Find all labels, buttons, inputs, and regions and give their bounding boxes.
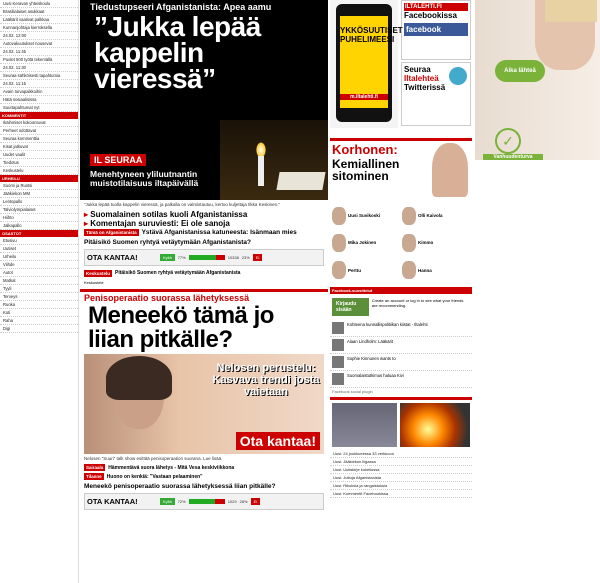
fb-feed-item[interactable] bbox=[330, 354, 472, 371]
left-news-item[interactable]: 24.02. 11:15 bbox=[0, 80, 78, 88]
story-kicker[interactable]: Penisoperaatio suorassa lähetyksessä bbox=[84, 292, 250, 303]
bottom-news-list bbox=[330, 450, 472, 498]
related-link-text: Suomalainen sotilas kuoli Afganistanissa bbox=[90, 209, 248, 219]
thumbnail bbox=[332, 373, 344, 385]
app-title: YKKÖSUUTISET PUHELIMEESI bbox=[340, 16, 388, 108]
avatar bbox=[332, 234, 346, 252]
ad-banner[interactable] bbox=[475, 0, 600, 583]
columnist-name: Hanna bbox=[418, 267, 432, 273]
columnist-item[interactable] bbox=[332, 203, 400, 228]
fb-description: Create an account or log in to see what your friends are recommending. bbox=[371, 298, 464, 308]
arrow-icon: ▸ bbox=[84, 218, 91, 228]
related-link[interactable] bbox=[80, 210, 328, 219]
story-headline[interactable]: Meneekö tämä jo liian pitkälle? bbox=[88, 301, 274, 353]
twitter-brand: Iltalehteä bbox=[404, 74, 439, 83]
related-link-text: Komentajan suruviesti: Ei ole sanoja bbox=[90, 218, 230, 228]
tag-link[interactable]: Pitäisikö Suomen ryhtyä vetäytymään Afganistanista bbox=[115, 270, 241, 276]
poll-count: 10338 bbox=[227, 254, 239, 260]
left-comment-item[interactable]: Seuraa kommenttia bbox=[0, 135, 78, 143]
poll-question: Pitäisikö Suomen ryhtyä vetäytymään Afganistanista? bbox=[84, 238, 252, 246]
tag-link[interactable]: Ystävä Afganistanissa katuneesta: Isänmaan mies bbox=[141, 228, 297, 236]
hair-icon bbox=[545, 0, 597, 22]
poll-widget bbox=[84, 493, 324, 510]
bottom-news-item[interactable]: Uusi: Kommentit Facebookissa bbox=[330, 490, 472, 498]
left-sports-item[interactable]: Jalkapallo bbox=[0, 222, 78, 230]
fb-feed bbox=[330, 320, 472, 388]
fb-login-button[interactable]: Kirjaudu sisään bbox=[332, 298, 369, 316]
poll-count: 1029 bbox=[227, 499, 237, 504]
twitter-title: Seuraa bbox=[404, 65, 431, 74]
left-news-item[interactable]: 24.02. 12:00 bbox=[0, 32, 78, 40]
fb-brand: ILTALEHTI.FI bbox=[404, 3, 468, 11]
lead-headline[interactable]: ”Jukka lepää kappelin vieressä” bbox=[94, 11, 261, 94]
avatar bbox=[332, 207, 346, 225]
left-news-item[interactable]: Hätä sosiaalisissa bbox=[0, 96, 78, 104]
tag-row[interactable] bbox=[80, 472, 328, 481]
columnist-name: Kimmo bbox=[418, 240, 434, 246]
poll-no-button[interactable]: Ei bbox=[253, 254, 263, 261]
poll-no-button[interactable]: Ei bbox=[251, 498, 261, 505]
left-news-item[interactable]: 24.02. 11:45 bbox=[0, 48, 78, 56]
poll-bar bbox=[189, 255, 225, 260]
left-section-link[interactable]: Matkat bbox=[0, 277, 78, 285]
columnist-item[interactable] bbox=[402, 203, 470, 228]
mobile-promo[interactable] bbox=[330, 0, 403, 128]
twitter-promo[interactable] bbox=[401, 62, 471, 126]
columnist-name: Perttu bbox=[348, 267, 362, 273]
follow-text[interactable]: Menehtyneen yliluutnantin muistotilaisuus iltapäivällä bbox=[90, 169, 199, 188]
columnist-name: Olli Kaivola bbox=[418, 213, 443, 219]
left-section-link[interactable]: Autot bbox=[0, 269, 78, 277]
promo-title: Nelosen perustelu: Kasvava trendi josta vaietaan bbox=[212, 361, 320, 398]
poll-yes-percent: 77% bbox=[177, 254, 186, 260]
tag-row[interactable] bbox=[80, 267, 328, 280]
thumbnail bbox=[332, 356, 344, 368]
left-section-link[interactable]: Uutiset bbox=[0, 245, 78, 253]
left-comments-list bbox=[0, 119, 78, 175]
poll-widget bbox=[84, 249, 324, 266]
promo-caption: Nelosen ”Suuri” talk show esittää penisoperaation suorana. Lue lisää. bbox=[84, 455, 223, 461]
bottom-news-item[interactable]: Uusi: Rikoksia ja rangaistuksia bbox=[330, 482, 472, 490]
left-sports-item[interactable]: Suomi ja Ruotsi bbox=[0, 182, 78, 190]
tag-label: Tilanne bbox=[86, 474, 102, 479]
left-comment-item[interactable]: Kisat jatkuvat bbox=[0, 143, 78, 151]
promo-cta-button[interactable]: Ota kantaa! bbox=[236, 432, 320, 450]
arrow-icon: ▸ bbox=[84, 209, 91, 219]
lead-kicker[interactable]: Tiedustupseeri Afganistanista: Apea aamu bbox=[90, 2, 272, 12]
left-sports-item[interactable]: Talviolympialaiset bbox=[0, 206, 78, 214]
news-photo[interactable] bbox=[332, 403, 397, 447]
columnist-item[interactable] bbox=[332, 258, 400, 283]
follow-box[interactable] bbox=[90, 150, 218, 188]
promo-photo[interactable] bbox=[84, 354, 324, 454]
left-comment-item[interactable]: Keskustelu bbox=[0, 167, 78, 175]
columnist-name: Mika Jokinen bbox=[348, 240, 377, 246]
poll-yes-percent: 72% bbox=[177, 499, 186, 504]
ad-cta-button[interactable]: Aika lähteä bbox=[495, 60, 545, 82]
columnist-photo bbox=[432, 143, 468, 197]
check-icon: ✓ bbox=[495, 128, 521, 154]
left-section-link[interactable]: Raha bbox=[0, 317, 78, 325]
promo-row bbox=[330, 0, 472, 128]
fb-feed-item[interactable] bbox=[330, 337, 472, 354]
left-section-link[interactable]: Viihde bbox=[0, 261, 78, 269]
fb-feed-text: Suomalaistutkimus haluaa Kivi bbox=[347, 373, 404, 378]
left-section-link[interactable]: Etusivu bbox=[0, 237, 78, 245]
poll-no-percent: 23% bbox=[241, 254, 250, 260]
columnist-item[interactable] bbox=[402, 230, 470, 255]
column-promo[interactable] bbox=[330, 141, 472, 199]
left-news-list bbox=[0, 0, 78, 112]
left-section-link[interactable]: Tyyli bbox=[0, 285, 78, 293]
left-comment-item[interactable]: Uudet vaalit bbox=[0, 151, 78, 159]
facebook-box-title: Facebook-suosittelut bbox=[330, 287, 472, 294]
facebook-logo-icon: facebook bbox=[404, 23, 468, 36]
left-sports-item[interactable]: Lentopallo bbox=[0, 198, 78, 206]
social-promos bbox=[401, 0, 471, 128]
column-title[interactable]: Kemiallinen sitominen bbox=[332, 157, 400, 183]
left-section-link[interactable]: Koti bbox=[0, 309, 78, 317]
tag-label: Sairaala bbox=[86, 465, 104, 470]
left-news-item[interactable]: Puolet 500 työtä tekemällä bbox=[0, 56, 78, 64]
left-news-item[interactable]: Brasilialaiset asukkaat bbox=[0, 8, 78, 16]
poll-bar-fill bbox=[189, 255, 217, 260]
fb-login bbox=[330, 294, 472, 320]
related-link[interactable] bbox=[80, 219, 328, 228]
poll-label: OTA KANTAA! bbox=[87, 252, 138, 262]
tag-row[interactable] bbox=[80, 463, 328, 472]
columnist-name: Korhonen: bbox=[332, 142, 398, 157]
left-news-item[interactable]: Lääkärit vaativat palkkaa bbox=[0, 16, 78, 24]
left-sections-list bbox=[0, 237, 78, 333]
bottom-news-item[interactable]: Uusi: 24 joukkueessa 33 verkkoon bbox=[330, 450, 472, 458]
fb-feed-text: Alaan Lindholm: Lääkärit bbox=[347, 339, 394, 344]
left-news-item[interactable]: Kunnanjohtaja kierroksella bbox=[0, 24, 78, 32]
tag-label: Keskustelu bbox=[86, 270, 111, 276]
left-sports-item[interactable]: Hiihto bbox=[0, 214, 78, 222]
explosion-photo[interactable] bbox=[400, 403, 470, 447]
left-section-link[interactable]: Digi bbox=[0, 325, 78, 333]
hair-icon bbox=[106, 356, 172, 400]
left-news-item[interactable]: Seuraa sähköisesti tapahtumia bbox=[0, 72, 78, 80]
fb-feed-item[interactable] bbox=[330, 320, 472, 337]
related-list bbox=[80, 210, 328, 228]
left-section-link[interactable]: Urheilu bbox=[0, 253, 78, 261]
main-column bbox=[80, 0, 328, 583]
left-news-column bbox=[0, 0, 79, 583]
columnist-item[interactable] bbox=[402, 258, 470, 283]
tag-link[interactable]: Huono on kenkiä: "Vastaan pelaaminen" bbox=[106, 473, 203, 480]
fb-feed-item[interactable] bbox=[330, 371, 472, 388]
thumbnail bbox=[332, 322, 344, 334]
facebook-promo[interactable] bbox=[401, 0, 471, 60]
ad-brand: Vanhuudenturva bbox=[483, 154, 543, 160]
tag-label: Tämä on Afganistanista bbox=[86, 229, 137, 235]
left-comment-item[interactable]: Perheet odottavat bbox=[0, 127, 78, 135]
avatar bbox=[402, 207, 416, 225]
bottom-news-item[interactable]: Uusi: Uutiskirje kokeilussa bbox=[330, 466, 472, 474]
left-section-link[interactable]: Terveys bbox=[0, 293, 78, 301]
poll-yes-button[interactable]: Kyllä bbox=[160, 254, 175, 261]
left-section-title: KOMMENTIT bbox=[0, 112, 78, 119]
columnist-item[interactable] bbox=[332, 230, 400, 255]
left-news-item[interactable]: Autovakuutukset nousevat bbox=[0, 40, 78, 48]
poll-bar bbox=[189, 499, 225, 504]
fb-feed-text: Sophie Kinnunen wants to bbox=[347, 356, 396, 361]
left-news-item[interactable]: Avain turvapaikkoihin bbox=[0, 88, 78, 96]
avatar bbox=[332, 261, 346, 279]
candle-icon bbox=[258, 156, 264, 186]
photo-row bbox=[330, 400, 472, 450]
left-section-title: URHEILU bbox=[0, 175, 78, 182]
condolence-book-icon bbox=[276, 172, 325, 190]
avatar bbox=[402, 234, 416, 252]
poll-question: Meneekö penisoperaatio suorassa lähetyksessä liian pitkälle? bbox=[84, 483, 276, 490]
tag-link[interactable]: Hämmentävä suora lähetys - Mitä Vesa keskiviikkona bbox=[108, 464, 235, 471]
twitter-bird-icon bbox=[449, 67, 467, 85]
left-news-item[interactable]: Suurtapahtumat nyt bbox=[0, 104, 78, 112]
follow-label: IL SEURAA bbox=[90, 154, 146, 166]
left-comment-item[interactable]: Tiedotus bbox=[0, 159, 78, 167]
columnist-name: Uusi Suvikoski bbox=[348, 213, 381, 219]
fb-footer: Facebook social plugin bbox=[332, 389, 373, 394]
left-comment-item[interactable]: Ikäihmiset kokoontuvat bbox=[0, 119, 78, 127]
phone-icon bbox=[336, 4, 403, 122]
tag-row[interactable] bbox=[80, 228, 328, 237]
lead-caption: ”Jukka lepää tuolla kappelin vieressä, ja palkalla on valmistautuu, kertoo kuljettaja Ilkka Keskinen.” bbox=[84, 202, 280, 207]
fb-feed-text: Kohteena kunnallispolitiikan kiistat - Iltalehti bbox=[347, 322, 428, 327]
poll-label: OTA KANTAA! bbox=[87, 497, 138, 506]
poll-yes-button[interactable]: Kyllä bbox=[160, 498, 175, 505]
left-news-item[interactable]: Uusi Keravan yhteiskoulu bbox=[0, 0, 78, 8]
bottom-news-item[interactable]: Uusi: Juttuja Afganistanista bbox=[330, 474, 472, 482]
people-grid bbox=[330, 199, 472, 287]
left-section-link[interactable]: Ruoka bbox=[0, 301, 78, 309]
discuss-link[interactable]: Keskustele bbox=[84, 279, 104, 285]
candle-photo bbox=[220, 120, 328, 200]
left-sports-list bbox=[0, 182, 78, 230]
side-column bbox=[330, 0, 472, 583]
twitter-label: Twitterissä bbox=[404, 83, 446, 92]
left-news-item[interactable]: 24.02. 11:30 bbox=[0, 64, 78, 72]
avatar bbox=[402, 261, 416, 279]
thumbnail bbox=[332, 339, 344, 351]
left-sports-item[interactable]: Jääkiekon MM bbox=[0, 190, 78, 198]
left-section-title: OSASTOT bbox=[0, 230, 78, 237]
poll-bar-fill bbox=[189, 499, 215, 504]
lead-story[interactable] bbox=[80, 0, 328, 200]
bottom-news-item[interactable]: Uusi: Jääkiekon liigassa bbox=[330, 458, 472, 466]
poll-no-percent: 28% bbox=[239, 499, 248, 504]
fb-label: Facebookissa bbox=[404, 11, 457, 20]
app-url[interactable]: m.iltalehti.fi bbox=[340, 94, 388, 100]
